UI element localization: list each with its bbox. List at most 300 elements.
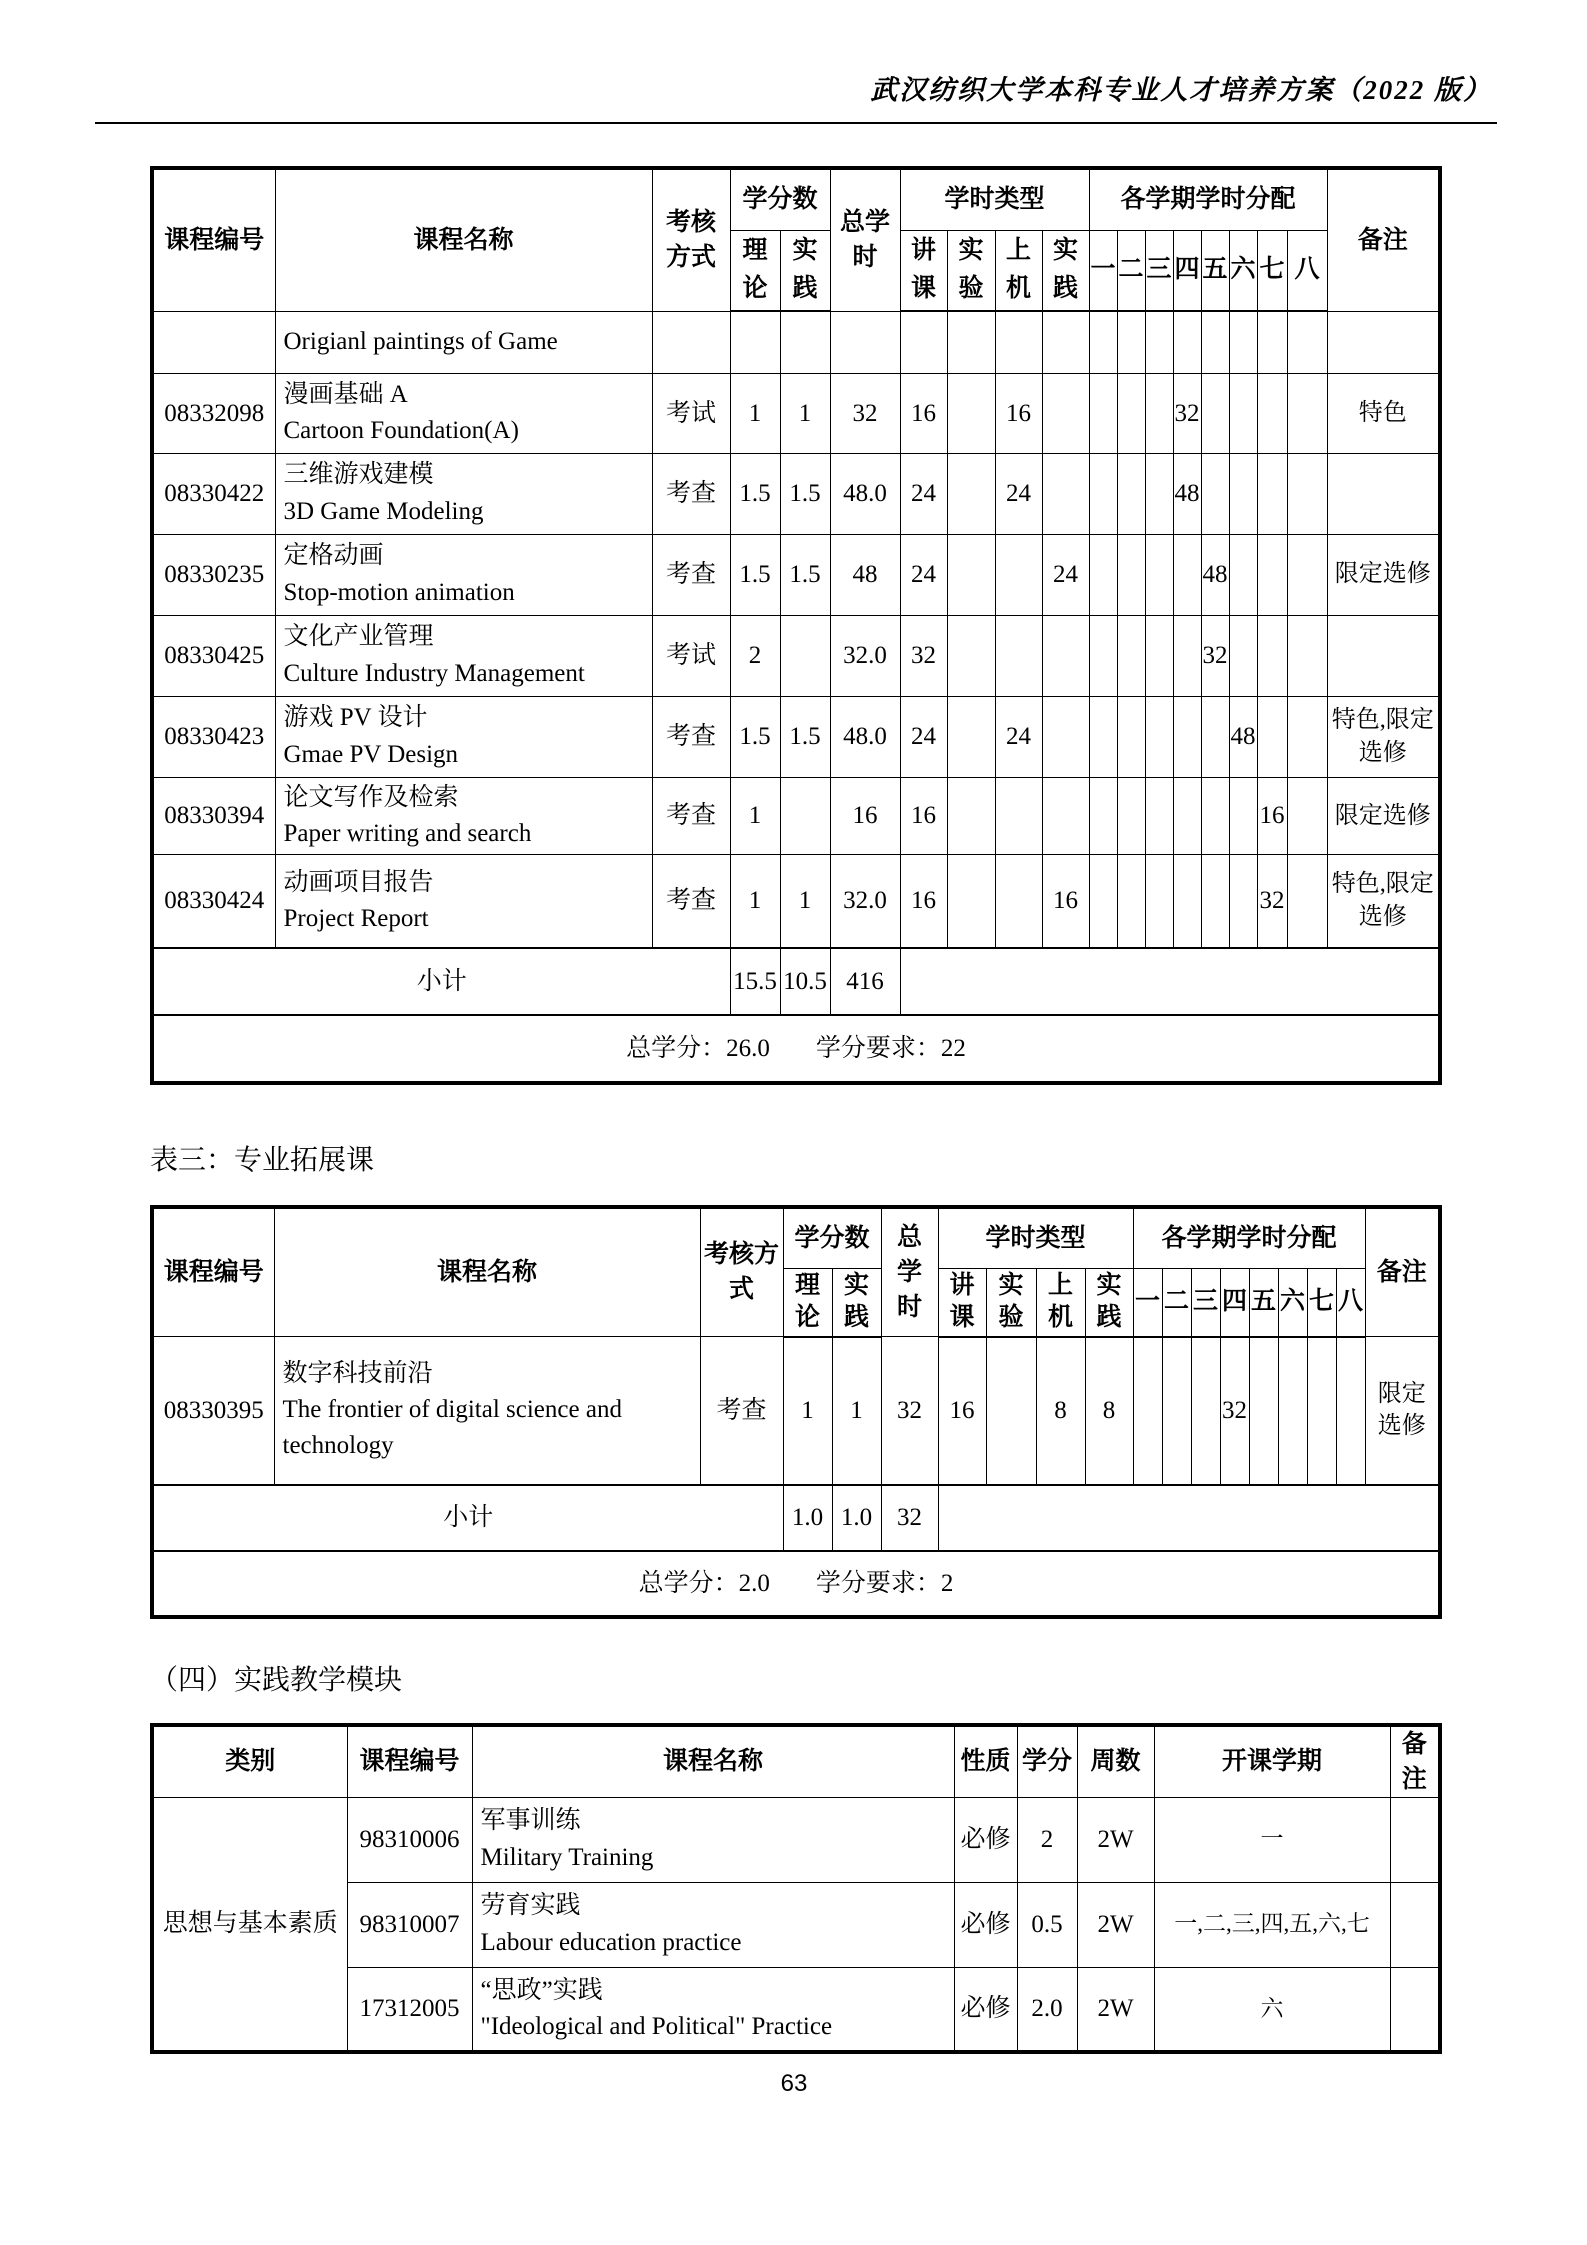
cell-experiment — [986, 1337, 1036, 1485]
header-category: 类别 — [152, 1725, 347, 1798]
header-sem-4: 四 — [1220, 1269, 1249, 1337]
cell-computer — [995, 534, 1042, 615]
cell-lecture: 16 — [938, 1337, 986, 1485]
cell-practice — [780, 311, 830, 373]
cell-assess — [652, 311, 730, 373]
total-credits-value: 26.0 — [726, 1034, 770, 1062]
header-remark: 备注 — [1327, 168, 1440, 311]
header-sem-6: 六 — [1278, 1269, 1307, 1337]
header-remark: 备注 — [1365, 1207, 1440, 1337]
cell-code: 17312005 — [347, 1967, 472, 2052]
cell-experiment — [947, 615, 995, 696]
cell-code: 08330395 — [152, 1337, 274, 1485]
cell-lecture — [900, 311, 947, 373]
cell-sem-7 — [1257, 373, 1287, 453]
header-course-code: 课程编号 — [152, 168, 275, 311]
cell-credit: 2 — [1017, 1797, 1077, 1882]
cell-lecture: 24 — [900, 453, 947, 534]
header-sem-4: 四 — [1173, 230, 1201, 311]
cell-code: 98310007 — [347, 1882, 472, 1967]
subtotal-row — [152, 1485, 1440, 1551]
subtotal-row — [152, 948, 1440, 1015]
cell-total: 32.0 — [830, 615, 900, 696]
cell-sem-1 — [1089, 615, 1117, 696]
cell-sem-7 — [1257, 615, 1287, 696]
credit-summary — [152, 1551, 1440, 1617]
cell-name — [275, 777, 652, 855]
cell-sem-1 — [1089, 534, 1117, 615]
header-sem-1: 一 — [1089, 230, 1117, 311]
cell-sem-6 — [1229, 453, 1257, 534]
cell-code: 98310006 — [347, 1797, 472, 1882]
header-course-name: 课程名称 — [274, 1207, 700, 1337]
cell-category: 思想与基本素质 — [152, 1797, 347, 2052]
credit-summary — [152, 1015, 1440, 1083]
course-name-zh: 军事训练 — [480, 1807, 581, 1835]
cell-sem-7: 16 — [1257, 777, 1287, 855]
cell-remark — [1327, 311, 1440, 373]
cell-nature: 必修 — [954, 1797, 1017, 1882]
table-practice-teaching-module — [150, 1723, 1442, 2055]
cell-prac-hours — [1042, 453, 1089, 534]
cell-sem-4 — [1173, 777, 1201, 855]
cell-sem-8 — [1336, 1337, 1365, 1485]
header-sem-5: 五 — [1201, 230, 1229, 311]
course-name-en: Origianl paintings of Game — [283, 327, 558, 355]
cell-name — [275, 534, 652, 615]
cell-computer — [995, 311, 1042, 373]
cell-sem-1 — [1089, 373, 1117, 453]
section-title-practice-module: （四）实践教学模块 — [150, 1664, 403, 1696]
cell-sem-6 — [1229, 534, 1257, 615]
course-name-en: "Ideological and Political" Practice — [480, 2012, 833, 2040]
header-remark: 备注 — [1390, 1725, 1440, 1798]
header-assessment: 考核方式 — [652, 168, 730, 311]
cell-remark: 特色 — [1327, 373, 1440, 453]
course-row — [152, 373, 1440, 453]
table-course-plan-continued — [150, 166, 1442, 1085]
cell-sem-1 — [1089, 311, 1117, 373]
cell-remark — [1390, 1797, 1440, 1882]
cell-sem-1 — [1133, 1337, 1162, 1485]
header-computer: 上机 — [1036, 1269, 1085, 1337]
cell-sem-6 — [1229, 855, 1257, 948]
course-name-en: The frontier of digital science and technology — [282, 1396, 622, 1460]
course-row — [152, 534, 1440, 615]
header-practice-hours: 实践 — [1042, 230, 1089, 311]
cell-lecture: 24 — [900, 534, 947, 615]
cell-computer: 16 — [995, 373, 1042, 453]
header-assessment: 考核方式 — [700, 1207, 783, 1337]
cell-sem-5 — [1201, 311, 1229, 373]
course-name-zh: 论文写作及检索 — [283, 783, 459, 811]
cell-theory: 1 — [730, 777, 780, 855]
header-semester-group: 各学期学时分配 — [1133, 1207, 1365, 1269]
course-name-zh: “思政”实践 — [480, 1976, 603, 2004]
header-practice-hours: 实践 — [1085, 1269, 1133, 1337]
cell-sem-2 — [1117, 615, 1145, 696]
cell-theory: 1.5 — [730, 453, 780, 534]
cell-remark — [1327, 453, 1440, 534]
cell-sem-2 — [1117, 696, 1145, 777]
header-hour-types-group: 学时类型 — [938, 1207, 1133, 1269]
cell-practice: 1 — [780, 855, 830, 948]
header-course-code: 课程编号 — [347, 1725, 472, 1798]
header-sem-2: 二 — [1117, 230, 1145, 311]
cell-sem-1 — [1089, 453, 1117, 534]
subtotal-theory: 15.5 — [730, 948, 780, 1015]
cell-sem-3 — [1145, 777, 1173, 855]
cell-sem-8 — [1287, 534, 1327, 615]
cell-experiment — [947, 534, 995, 615]
cell-prac-hours — [1042, 696, 1089, 777]
subtotal-theory: 1.0 — [783, 1485, 832, 1551]
required-credits-label: 学分要求： — [815, 1569, 941, 1597]
header-theory-credit: 理论 — [730, 230, 780, 311]
cell-experiment — [947, 373, 995, 453]
cell-sem-2 — [1117, 373, 1145, 453]
cell-sem-7 — [1257, 696, 1287, 777]
course-name-zh: 数字科技前沿 — [282, 1359, 433, 1387]
cell-name — [472, 1967, 954, 2052]
cell-theory — [730, 311, 780, 373]
cell-code: 08330425 — [152, 615, 275, 696]
header-theory-credit: 理论 — [783, 1269, 832, 1337]
cell-weeks: 2W — [1077, 1967, 1154, 2052]
cell-total: 32 — [881, 1337, 938, 1485]
cell-sem-3 — [1145, 534, 1173, 615]
cell-sem-8 — [1287, 373, 1327, 453]
cell-nature: 必修 — [954, 1882, 1017, 1967]
cell-sem-5 — [1249, 1337, 1278, 1485]
cell-prac-hours — [1042, 373, 1089, 453]
cell-theory: 1.5 — [730, 534, 780, 615]
course-name-zh: 定格动画 — [283, 542, 384, 570]
course-name-zh: 三维游戏建模 — [283, 461, 434, 489]
cell-computer: 24 — [995, 453, 1042, 534]
cell-remark — [1390, 1967, 1440, 2052]
cell-nature: 必修 — [954, 1967, 1017, 2052]
cell-prac-hours: 8 — [1085, 1337, 1133, 1485]
cell-sem-2 — [1117, 855, 1145, 948]
cell-sem-4 — [1173, 311, 1201, 373]
cell-sem-5: 48 — [1201, 534, 1229, 615]
cell-computer — [995, 855, 1042, 948]
cell-sem-3 — [1145, 696, 1173, 777]
cell-total: 16 — [830, 777, 900, 855]
cell-sem-6 — [1229, 373, 1257, 453]
cell-name — [275, 373, 652, 453]
header-practice-credit: 实践 — [780, 230, 830, 311]
header-sem-1: 一 — [1133, 1269, 1162, 1337]
cell-sem-3 — [1145, 311, 1173, 373]
header-weeks: 周数 — [1077, 1725, 1154, 1798]
cell-assess: 考查 — [700, 1337, 783, 1485]
cell-assess: 考查 — [652, 453, 730, 534]
course-name-zh: 动画项目报告 — [283, 868, 434, 896]
cell-name — [274, 1337, 700, 1485]
cell-assess: 考查 — [652, 855, 730, 948]
course-name-en: Gmae PV Design — [283, 740, 459, 768]
table-professional-extension-courses — [150, 1205, 1442, 1619]
course-row — [152, 311, 1440, 373]
cell-sem-6 — [1229, 311, 1257, 373]
cell-total: 48 — [830, 534, 900, 615]
header-lecture: 讲课 — [900, 230, 947, 311]
cell-remark: 特色,限定选修 — [1327, 696, 1440, 777]
cell-sem-6 — [1278, 1337, 1307, 1485]
cell-sem-1 — [1089, 696, 1117, 777]
cell-sem-7 — [1307, 1337, 1336, 1485]
course-row — [152, 615, 1440, 696]
cell-sem-5: 32 — [1201, 615, 1229, 696]
cell-total: 48.0 — [830, 453, 900, 534]
cell-assess: 考试 — [652, 615, 730, 696]
required-credits-value: 2 — [940, 1569, 954, 1597]
header-sem-8: 八 — [1287, 230, 1327, 311]
cell-code: 08330235 — [152, 534, 275, 615]
cell-sem-2 — [1117, 777, 1145, 855]
cell-sem-4: 48 — [1173, 453, 1201, 534]
cell-practice — [780, 777, 830, 855]
cell-name — [275, 453, 652, 534]
cell-sem-7 — [1257, 534, 1287, 615]
cell-computer — [995, 777, 1042, 855]
cell-sem-4 — [1173, 696, 1201, 777]
cell-sem-2 — [1117, 453, 1145, 534]
cell-sem-8 — [1287, 855, 1327, 948]
cell-name — [275, 615, 652, 696]
course-row — [152, 777, 1440, 855]
page-number: 63 — [780, 2070, 808, 2097]
course-name-en: Culture Industry Management — [283, 659, 585, 687]
cell-computer — [995, 615, 1042, 696]
header-sem-3: 三 — [1191, 1269, 1220, 1337]
section-title-table3: 表三：专业拓展课 — [150, 1144, 375, 1176]
cell-theory: 1 — [783, 1337, 832, 1485]
cell-remark — [1390, 1882, 1440, 1967]
cell-sem-4 — [1173, 534, 1201, 615]
cell-sem-5 — [1201, 453, 1229, 534]
cell-semester: 六 — [1154, 1967, 1390, 2052]
course-name-zh: 劳育实践 — [480, 1892, 581, 1920]
cell-code: 08332098 — [152, 373, 275, 453]
cell-assess: 考查 — [652, 696, 730, 777]
cell-sem-5 — [1201, 777, 1229, 855]
cell-practice: 1.5 — [780, 453, 830, 534]
cell-weeks: 2W — [1077, 1882, 1154, 1967]
cell-sem-7 — [1257, 453, 1287, 534]
header-hour-types-group: 学时类型 — [900, 168, 1089, 230]
cell-name — [275, 311, 652, 373]
cell-sem-1 — [1089, 855, 1117, 948]
cell-sem-8 — [1287, 777, 1327, 855]
cell-remark: 限定选修 — [1327, 777, 1440, 855]
cell-sem-2 — [1117, 311, 1145, 373]
cell-lecture: 16 — [900, 777, 947, 855]
header-computer: 上机 — [995, 230, 1042, 311]
header-credits-group: 学分数 — [783, 1207, 881, 1269]
required-credits-label: 学分要求： — [815, 1034, 941, 1062]
header-experiment: 实验 — [947, 230, 995, 311]
cell-name — [275, 855, 652, 948]
cell-practice: 1 — [780, 373, 830, 453]
cell-prac-hours — [1042, 777, 1089, 855]
cell-prac-hours — [1042, 615, 1089, 696]
cell-sem-3 — [1145, 453, 1173, 534]
cell-experiment — [947, 696, 995, 777]
header-lecture: 讲课 — [938, 1269, 986, 1337]
header-course-code: 课程编号 — [152, 1207, 274, 1337]
cell-sem-5 — [1201, 696, 1229, 777]
header-total-hours: 总学时 — [881, 1207, 938, 1337]
cell-practice: 1.5 — [780, 534, 830, 615]
subtotal-empty — [938, 1485, 1440, 1551]
cell-total: 48.0 — [830, 696, 900, 777]
cell-sem-6 — [1229, 777, 1257, 855]
course-name-zh: 漫画基础 A — [283, 380, 408, 408]
header-sem-7: 七 — [1307, 1269, 1336, 1337]
header-total-hours: 总学时 — [830, 168, 900, 311]
cell-theory: 1 — [730, 855, 780, 948]
cell-semester: 一 — [1154, 1797, 1390, 1882]
header-sem-5: 五 — [1249, 1269, 1278, 1337]
cell-computer: 24 — [995, 696, 1042, 777]
cell-sem-7: 32 — [1257, 855, 1287, 948]
header-practice-credit: 实践 — [832, 1269, 881, 1337]
cell-sem-4: 32 — [1220, 1337, 1249, 1485]
cell-remark — [1327, 615, 1440, 696]
course-name-zh: 文化产业管理 — [283, 623, 434, 651]
cell-practice: 1 — [832, 1337, 881, 1485]
cell-assess: 考查 — [652, 777, 730, 855]
cell-total: 32.0 — [830, 855, 900, 948]
subtotal-empty — [900, 948, 1440, 1015]
cell-credit: 2.0 — [1017, 1967, 1077, 2052]
cell-sem-4: 32 — [1173, 373, 1201, 453]
header-sem-3: 三 — [1145, 230, 1173, 311]
cell-practice: 1.5 — [780, 696, 830, 777]
cell-experiment — [947, 453, 995, 534]
cell-sem-6: 48 — [1229, 696, 1257, 777]
cell-sem-3 — [1191, 1337, 1220, 1485]
page-header-title: 武汉纺织大学本科专业人才培养方案（2022 版） — [870, 75, 1492, 105]
required-credits-value: 22 — [940, 1034, 966, 1062]
header-credits-group: 学分数 — [730, 168, 830, 230]
cell-name — [472, 1882, 954, 1967]
cell-lecture: 16 — [900, 373, 947, 453]
cell-weeks: 2W — [1077, 1797, 1154, 1882]
cell-sem-6 — [1229, 615, 1257, 696]
cell-experiment — [947, 311, 995, 373]
cell-lecture: 32 — [900, 615, 947, 696]
cell-sem-7 — [1257, 311, 1287, 373]
total-credits-label: 总学分： — [626, 1034, 727, 1062]
cell-experiment — [947, 855, 995, 948]
subtotal-total: 32 — [881, 1485, 938, 1551]
cell-theory: 1 — [730, 373, 780, 453]
header-sem-2: 二 — [1162, 1269, 1191, 1337]
header-credit: 学分 — [1017, 1725, 1077, 1798]
cell-code: 08330422 — [152, 453, 275, 534]
course-row — [152, 1337, 1440, 1485]
total-credits-label: 总学分： — [638, 1569, 739, 1597]
cell-total — [830, 311, 900, 373]
total-credits-value: 2.0 — [738, 1569, 770, 1597]
header-nature: 性质 — [954, 1725, 1017, 1798]
cell-remark: 限定选修 — [1365, 1337, 1440, 1485]
header-experiment: 实验 — [986, 1269, 1036, 1337]
cell-remark: 限定选修 — [1327, 534, 1440, 615]
course-name-zh: 游戏 PV 设计 — [283, 704, 428, 732]
cell-code: 08330394 — [152, 777, 275, 855]
cell-sem-3 — [1145, 373, 1173, 453]
header-course-name: 课程名称 — [472, 1725, 954, 1798]
cell-experiment — [947, 777, 995, 855]
header-semester: 开课学期 — [1154, 1725, 1390, 1798]
cell-sem-4 — [1173, 615, 1201, 696]
course-row — [152, 1797, 1440, 1882]
cell-semester: 一,二,三,四,五,六,七 — [1154, 1882, 1390, 1967]
subtotal-total: 416 — [830, 948, 900, 1015]
course-name-en: 3D Game Modeling — [283, 497, 484, 525]
cell-name — [275, 696, 652, 777]
header-rule — [95, 122, 1497, 124]
course-name-en: Military Training — [480, 1843, 654, 1871]
course-row — [152, 696, 1440, 777]
course-name-en: Stop-motion animation — [283, 578, 515, 606]
header-sem-7: 七 — [1257, 230, 1287, 311]
cell-sem-2 — [1162, 1337, 1191, 1485]
header-semester-group: 各学期学时分配 — [1089, 168, 1327, 230]
subtotal-label: 小计 — [152, 948, 730, 1015]
course-name-en: Paper writing and search — [283, 819, 532, 847]
summary-row — [152, 1015, 1440, 1083]
cell-code: 08330424 — [152, 855, 275, 948]
cell-sem-8 — [1287, 696, 1327, 777]
course-name-en: Labour education practice — [480, 1928, 742, 1956]
cell-name — [472, 1797, 954, 1882]
cell-theory: 2 — [730, 615, 780, 696]
cell-lecture: 16 — [900, 855, 947, 948]
cell-computer: 8 — [1036, 1337, 1085, 1485]
cell-practice — [780, 615, 830, 696]
cell-lecture: 24 — [900, 696, 947, 777]
subtotal-practice: 10.5 — [780, 948, 830, 1015]
cell-sem-8 — [1287, 311, 1327, 373]
cell-code — [152, 311, 275, 373]
course-row — [152, 453, 1440, 534]
cell-assess: 考试 — [652, 373, 730, 453]
cell-sem-1 — [1089, 777, 1117, 855]
cell-assess: 考查 — [652, 534, 730, 615]
cell-sem-5 — [1201, 855, 1229, 948]
subtotal-practice: 1.0 — [832, 1485, 881, 1551]
header-course-name: 课程名称 — [275, 168, 652, 311]
cell-remark: 特色,限定选修 — [1327, 855, 1440, 948]
cell-sem-8 — [1287, 453, 1327, 534]
cell-credit: 0.5 — [1017, 1882, 1077, 1967]
cell-theory: 1.5 — [730, 696, 780, 777]
cell-sem-2 — [1117, 534, 1145, 615]
cell-prac-hours: 24 — [1042, 534, 1089, 615]
header-sem-8: 八 — [1336, 1269, 1365, 1337]
cell-sem-8 — [1287, 615, 1327, 696]
cell-prac-hours: 16 — [1042, 855, 1089, 948]
subtotal-label: 小计 — [152, 1485, 783, 1551]
course-name-en: Cartoon Foundation(A) — [283, 417, 519, 444]
course-name-en: Project Report — [283, 904, 429, 932]
